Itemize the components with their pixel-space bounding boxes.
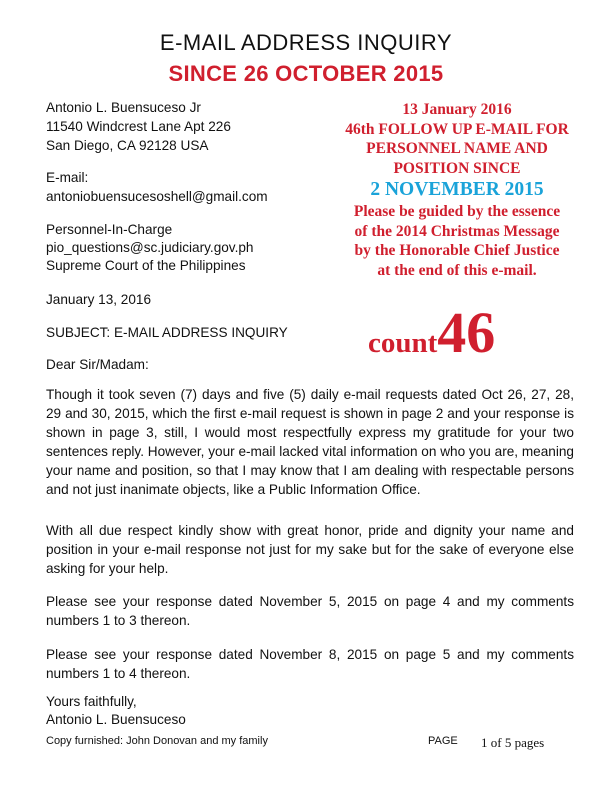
closing-line: Yours faithfully, bbox=[46, 694, 137, 709]
recipient-line-1: Personnel-In-Charge bbox=[46, 222, 173, 237]
body-paragraph-2: With all due respect kindly show with great honor, pride and dignity your name and position in your e-mail response not just for my sake but for the sake of everyone else asking for your help. bbox=[46, 523, 574, 576]
notice-line-5: of the 2014 Christmas Message bbox=[354, 222, 560, 240]
salutation: Dear Sir/Madam: bbox=[46, 357, 149, 372]
notice-line-6: by the Honorable Chief Justice bbox=[354, 242, 560, 259]
copy-furnished: Copy furnished: John Donovan and my family bbox=[46, 735, 268, 747]
signature-name: Antonio L. Buensuceso bbox=[46, 712, 186, 727]
counter-word: count bbox=[368, 327, 438, 359]
page-indicator: 1 of 5 pages bbox=[481, 735, 545, 750]
page-subtitle: SINCE 26 OCTOBER 2015 bbox=[168, 61, 444, 86]
page-title: E-MAIL ADDRESS INQUIRY bbox=[159, 30, 453, 55]
notice-line-3: POSITION SINCE bbox=[393, 159, 521, 177]
recipient-email: pio_questions@sc.judiciary.gov.ph bbox=[46, 240, 254, 255]
sender-name: Antonio L. Buensuceso Jr bbox=[46, 100, 201, 115]
body-paragraph-1: Though it took seven (7) days and five (5) daily e-mail requests dated Oct 26, 27, 28, 29 and 30, 2015, which the first e-mail request is shown in page 2 and your response is shown in page 3, still, I would most respectfully express my gratitude for your two sentences reply. However, your e-mail lacked vital information on who you are, meaning your name and position, so that I may know that I am dealing with respectable persons and not just inanimate objects, like a Public Information Office. bbox=[46, 387, 574, 497]
notice-line-7: at the end of this e-mail. bbox=[377, 261, 537, 279]
notice-line-1: 46th FOLLOW UP E-MAIL FOR bbox=[345, 120, 569, 138]
counter-number: 46 bbox=[437, 300, 496, 365]
sender-address-line-2: San Diego, CA 92128 USA bbox=[46, 138, 209, 153]
sender-address-line-1: 11540 Windcrest Lane Apt 226 bbox=[46, 119, 231, 134]
sender-email-label: E-mail: bbox=[46, 170, 89, 185]
follow-up-counter bbox=[368, 300, 496, 365]
page-label: PAGE bbox=[428, 735, 458, 747]
notice-date: 13 January 2016 bbox=[402, 101, 512, 118]
notice-line-2: PERSONNEL NAME AND bbox=[366, 140, 548, 157]
recipient-line-3: Supreme Court of the Philippines bbox=[46, 258, 246, 273]
sender-email: antoniobuensucesoshell@gmail.com bbox=[46, 189, 268, 204]
body-paragraph-3: Please see your response dated November 5, 2015 on page 4 and my comments numbers 1 to 3 thereon. bbox=[46, 594, 574, 628]
notice-line-4: Please be guided by the essence bbox=[353, 203, 561, 220]
body-paragraph-4: Please see your response dated November 8, 2015 on page 5 and my comments numbers 1 to 4 thereon. bbox=[46, 647, 574, 681]
notice-highlight-date: 2 NOVEMBER 2015 bbox=[370, 179, 544, 200]
letter-date: January 13, 2016 bbox=[46, 292, 152, 307]
follow-up-notice bbox=[318, 100, 596, 280]
subject-line: SUBJECT: E-MAIL ADDRESS INQUIRY bbox=[46, 325, 288, 340]
